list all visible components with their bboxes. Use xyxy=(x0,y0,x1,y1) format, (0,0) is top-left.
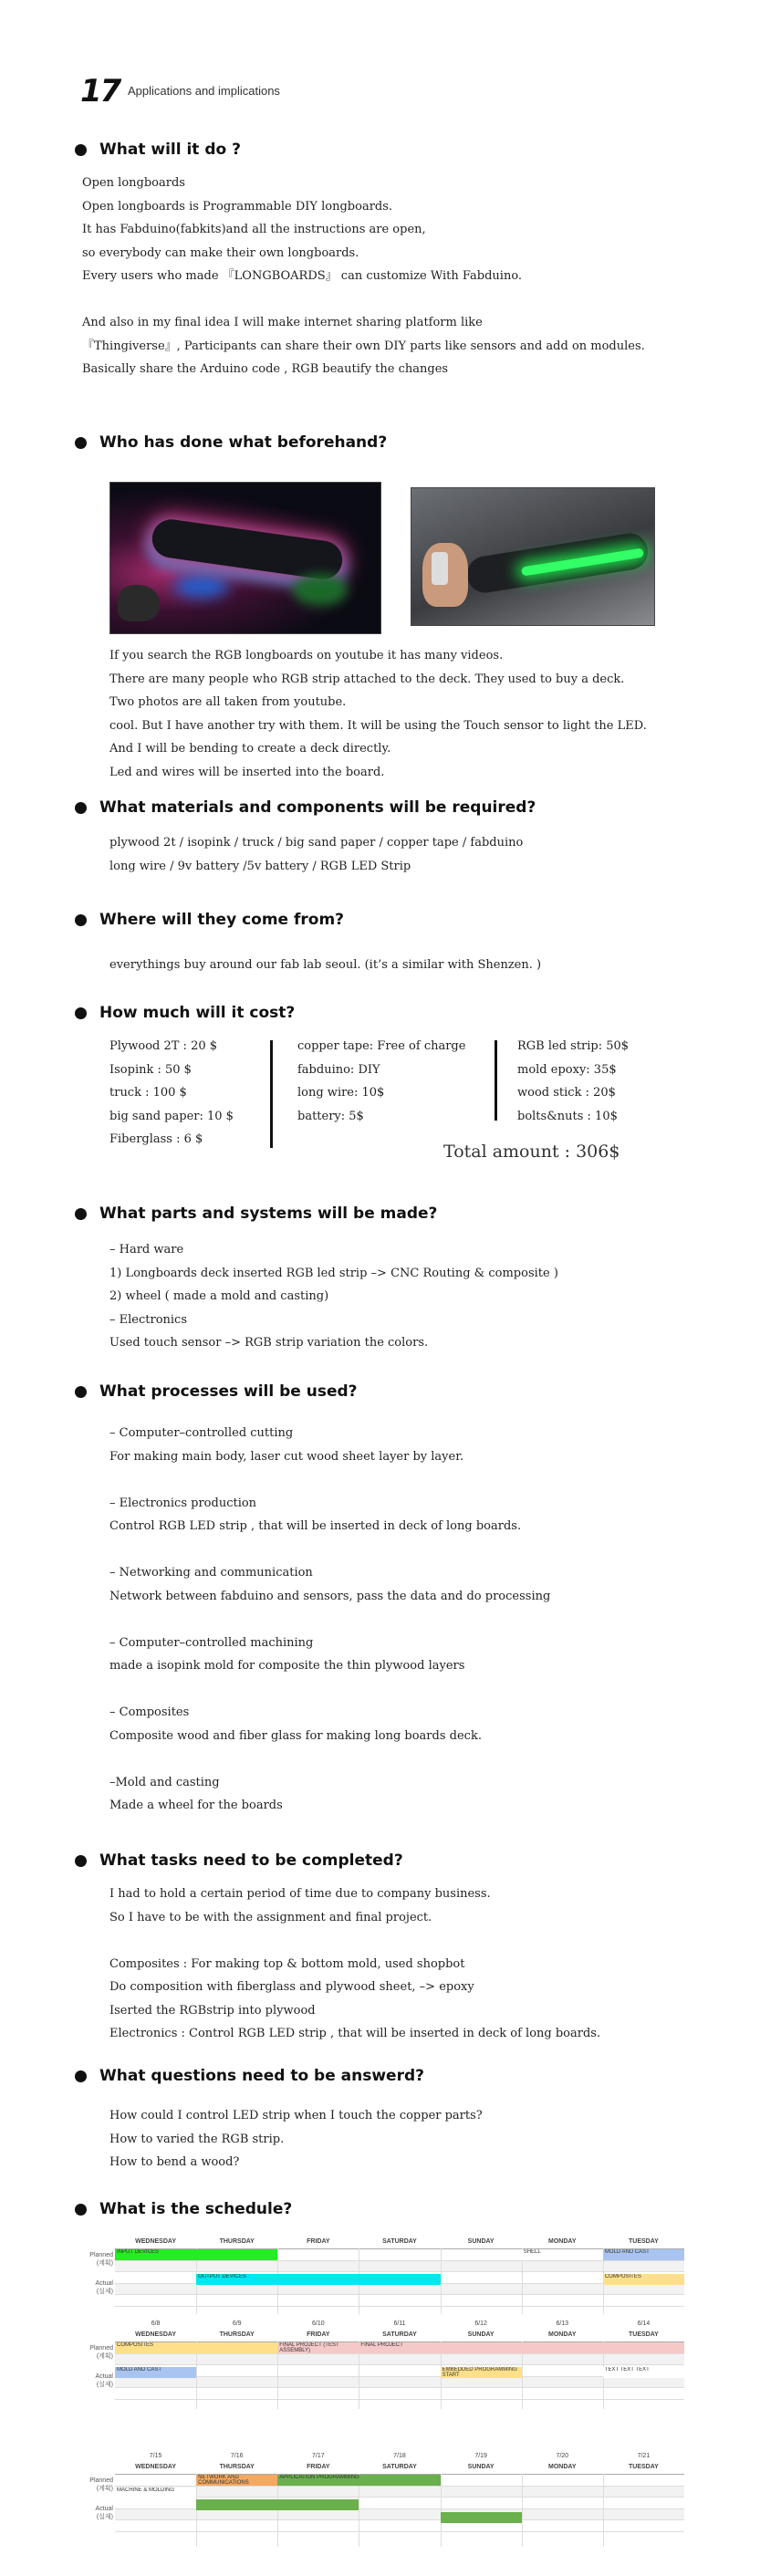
text-line: Iserted the RGBstrip into plywood xyxy=(109,2003,316,2018)
bullet-icon xyxy=(75,2070,87,2082)
chapter-title: Applications and implications xyxy=(128,84,280,98)
text-line: Control RGB LED strip , that will be inserted in deck of long boards. xyxy=(109,1519,522,1533)
bullet-icon xyxy=(75,144,87,156)
text-line: – Networking and communication xyxy=(109,1566,313,1580)
text-line: How to bend a wood? xyxy=(109,2155,240,2169)
schedule-date xyxy=(196,2227,277,2236)
text-line: long wire / 9v battery /5v battery / RGB LED Strip xyxy=(109,859,411,873)
total-amount: Total amount : 306$ xyxy=(443,1142,620,1162)
text-line xyxy=(109,1538,550,1562)
section-heading-cost: How much will it cost? xyxy=(75,1002,295,1024)
text-line: If you search the RGB longboards on youtube it has many videos. xyxy=(109,649,504,662)
schedule-day-header: MONDAY xyxy=(548,2464,577,2470)
chapter-number: 17 xyxy=(80,73,120,110)
text-line: RGB led strip: 50$ xyxy=(517,1039,630,1053)
schedule-day-header: SATURDAY xyxy=(382,2238,417,2245)
schedule-date xyxy=(115,2227,196,2236)
text-line: – Hard ware xyxy=(109,1243,184,1257)
bullet-icon xyxy=(75,1386,87,1398)
text-line: bolts&nuts : 10$ xyxy=(517,1109,618,1123)
schedule-row-label: Actual xyxy=(95,2373,113,2380)
text-line: Plywood 2T : 20 $ xyxy=(109,1039,218,1053)
schedule-task: EMBEDDED PROGRAMMING START xyxy=(441,2367,522,2378)
text-line xyxy=(109,1747,550,1771)
text-line: battery: 5$ xyxy=(297,1109,364,1123)
schedule-task: APPLICATION PROGRAMMING xyxy=(277,2475,440,2486)
text-line: – Electronics production xyxy=(109,1496,257,1510)
schedule-task: OUTPUT DEVICES xyxy=(196,2274,440,2285)
schedule-day-header: MONDAY xyxy=(548,2238,577,2245)
schedule-row xyxy=(115,2520,684,2532)
schedule-row xyxy=(115,2365,684,2377)
text-line xyxy=(109,1929,600,1953)
section-body-processes xyxy=(109,1422,550,1818)
schedule-day-header: WEDNESDAY xyxy=(135,2464,176,2470)
schedule-row-label: (실제) xyxy=(96,2382,113,2388)
text-line xyxy=(82,288,645,312)
schedule-row-label: Actual xyxy=(95,2280,113,2287)
cost-divider-2 xyxy=(495,1040,497,1121)
text-line: How to varied the RGB strip. xyxy=(109,2132,285,2146)
schedule-day-header: TUESDAY xyxy=(629,2464,659,2470)
schedule-day-header: TUESDAY xyxy=(629,2331,659,2338)
cost-column-3 xyxy=(517,1035,629,1128)
text-line: And also in my final idea I will make internet sharing platform like xyxy=(82,316,483,329)
schedule-week-3 xyxy=(71,2452,684,2547)
text-line: Electronics : Control RGB LED strip , that will be inserted in deck of long boards. xyxy=(109,2027,601,2040)
schedule-row-label: Planned xyxy=(89,2477,113,2484)
schedule-day-header: SUNDAY xyxy=(467,2464,495,2470)
schedule-task: MOLD AND CAST xyxy=(603,2249,684,2260)
schedule-day-header: WEDNESDAY xyxy=(135,2238,176,2245)
schedule-task: MACHINE & MOLDING xyxy=(115,2487,196,2498)
schedule-task: NETWORK AND COMMUNICATIONS xyxy=(196,2475,277,2486)
schedule-day-header: THURSDAY xyxy=(219,2238,255,2245)
section-heading-what-will-it-do: What will it do ? xyxy=(75,139,241,161)
text-line: made a isopink mold for composite the thin plywood layers xyxy=(109,1659,465,1673)
schedule-date: 7/15 xyxy=(149,2453,162,2459)
text-line: Two photos are all taken from youtube. xyxy=(109,695,347,709)
schedule-date xyxy=(441,2227,522,2236)
schedule-day-header: TUESDAY xyxy=(629,2238,659,2245)
rgb-longboard-photo-1 xyxy=(109,482,381,634)
text-line: mold epoxy: 35$ xyxy=(517,1062,617,1077)
schedule-day-header: SUNDAY xyxy=(467,2238,495,2245)
schedule-day-header: FRIDAY xyxy=(307,2464,330,2470)
text-line: I had to hold a certain period of time due to company business. xyxy=(109,1887,491,1901)
text-line: 『Thingiverse』, Participants can share their own DIY parts like sensors and add on modules. xyxy=(82,339,645,353)
text-line: Every users who made 『LONGBOARDS』 can customize With Fabduino. xyxy=(82,269,523,283)
schedule-date: 6/14 xyxy=(637,2320,651,2327)
schedule-date xyxy=(359,2227,440,2236)
text-line: – Computer–controlled cutting xyxy=(109,1426,294,1440)
schedule-day-header: SATURDAY xyxy=(382,2464,417,2470)
schedule-date: 7/19 xyxy=(474,2453,487,2459)
section-heading-parts: What parts and systems will be made? xyxy=(75,1203,437,1225)
text-line: fabduino: DIY xyxy=(297,1062,380,1077)
section-heading-questions: What questions need to be answerd? xyxy=(75,2065,424,2087)
schedule-task: SHELL xyxy=(522,2249,603,2260)
text-line: Composites : For making top & bottom mold, used shopbot xyxy=(109,1956,465,1971)
section-heading-tasks: What tasks need to be completed? xyxy=(75,1850,403,1872)
section-heading-where-from: Where will they come from? xyxy=(75,909,344,931)
bullet-icon xyxy=(75,802,87,814)
text-line: Basically share the Arduino code , RGB beautify the changes xyxy=(82,362,449,376)
schedule-row xyxy=(115,2487,684,2498)
section-body-questions xyxy=(109,2104,483,2174)
schedule-day-header: THURSDAY xyxy=(219,2464,255,2470)
text-line: How could I control LED strip when I touch the copper parts? xyxy=(109,2109,483,2122)
schedule-date xyxy=(603,2227,684,2236)
text-line: – Computer–controlled machining xyxy=(109,1635,314,1650)
bullet-icon xyxy=(75,914,87,926)
section-body-tasks xyxy=(109,1882,600,2046)
schedule-day-header: WEDNESDAY xyxy=(135,2331,176,2338)
schedule-date: 7/20 xyxy=(556,2453,569,2459)
text-line: And I will be bending to create a deck directly. xyxy=(109,742,391,756)
rgb-longboard-photo-2 xyxy=(411,487,655,626)
text-line: Fiberglass : 6 $ xyxy=(109,1132,203,1146)
text-line: Do composition with fiberglass and plywood sheet, –> epoxy xyxy=(109,1980,474,1994)
schedule-day-header: FRIDAY xyxy=(307,2331,330,2338)
text-line: Made a wheel for the boards xyxy=(109,1799,283,1812)
schedule-date: 6/9 xyxy=(232,2320,242,2327)
schedule-row xyxy=(115,2377,684,2389)
schedule-row-label: (계획) xyxy=(96,2486,113,2492)
text-line: There are many people who RGB strip attached to the deck. They used to buy a deck. xyxy=(109,672,625,686)
schedule-day-header: SUNDAY xyxy=(467,2331,495,2338)
schedule-day-header: SATURDAY xyxy=(382,2331,417,2338)
section-heading-materials: What materials and components will be required? xyxy=(75,797,536,819)
schedule-row xyxy=(115,2295,684,2307)
section-heading-processes: What processes will be used? xyxy=(75,1381,358,1403)
schedule-date: 7/16 xyxy=(230,2453,244,2459)
schedule-date: 6/11 xyxy=(393,2320,406,2327)
text-line: For making main body, laser cut wood sheet layer by layer. xyxy=(109,1449,464,1464)
text-line: 2) wheel ( made a mold and casting) xyxy=(109,1289,329,1303)
schedule-task: FINAL PROJECT (TEST ASSEMBLY) xyxy=(277,2342,359,2353)
schedule-row-label: (실제) xyxy=(96,2514,113,2520)
text-line: copper tape: Free of charge xyxy=(297,1039,466,1053)
bullet-icon xyxy=(75,437,87,449)
text-line xyxy=(109,1608,550,1632)
schedule-row xyxy=(115,2354,684,2366)
section-body-who-has-done xyxy=(109,644,647,784)
text-line: Led and wires will be inserted into the board. xyxy=(109,765,385,779)
schedule-row-label: (계획) xyxy=(96,2260,113,2267)
schedule-week-1 xyxy=(71,2227,684,2314)
bullet-icon xyxy=(75,1007,87,1019)
schedule-row xyxy=(115,2284,684,2296)
bullet-icon xyxy=(75,2204,87,2216)
schedule-row-label: (실제) xyxy=(96,2289,113,2295)
text-line: 1) Longboards deck inserted RGB led strip –> CNC Routing & composite ) xyxy=(109,1266,558,1280)
cost-divider-1 xyxy=(270,1040,273,1148)
schedule-task: TEXT TEXT TEXT xyxy=(603,2367,684,2378)
text-line: so everybody can make their own longboards. xyxy=(82,245,359,260)
section-body-where-from xyxy=(109,954,541,977)
text-line: So I have to be with the assignment and final project. xyxy=(109,1910,432,1924)
text-line: big sand paper: 10 $ xyxy=(109,1109,234,1123)
text-line: Network between fabduino and sensors, pass the data and do processing xyxy=(109,1589,551,1603)
text-line xyxy=(109,1468,550,1492)
text-line: truck : 100 $ xyxy=(109,1086,187,1100)
bullet-icon xyxy=(75,1208,87,1220)
schedule-day-header: MONDAY xyxy=(548,2331,577,2338)
text-line: plywood 2t / isopink / truck / big sand paper / copper tape / fabduino xyxy=(109,836,524,850)
schedule-date: 6/12 xyxy=(474,2320,487,2327)
text-line: Isopink : 50 $ xyxy=(109,1062,192,1077)
bullet-icon xyxy=(75,1855,87,1867)
text-line: – Electronics xyxy=(109,1312,188,1327)
section-heading-who-has-done: Who has done what beforehand? xyxy=(75,432,387,454)
schedule-date: 6/8 xyxy=(151,2320,161,2327)
schedule-row-label: Actual xyxy=(95,2506,113,2512)
schedule-date: 6/10 xyxy=(312,2320,325,2327)
section-body-parts xyxy=(109,1238,558,1355)
text-line: –Mold and casting xyxy=(109,1775,220,1789)
schedule-row xyxy=(115,2261,684,2273)
schedule-task: FINAL PROJECT xyxy=(359,2342,684,2353)
schedule-date: 6/13 xyxy=(556,2320,569,2327)
text-line: everythings buy around our fab lab seoul. (it’s a similar with Shenzen. ) xyxy=(109,958,542,972)
schedule-date xyxy=(522,2227,603,2236)
text-line: long wire: 10$ xyxy=(297,1086,385,1100)
text-line: Open longboards xyxy=(82,176,185,190)
schedule-date: 7/17 xyxy=(312,2453,325,2459)
schedule-week-2 xyxy=(71,2320,684,2409)
schedule-date: 7/18 xyxy=(393,2453,406,2459)
schedule-row-label: Planned xyxy=(89,2345,113,2352)
section-body-what-will-it-do xyxy=(82,172,645,381)
text-line: – Composites xyxy=(109,1705,190,1719)
section-heading-schedule: What is the schedule? xyxy=(75,2198,292,2220)
text-line: wood stick : 20$ xyxy=(517,1086,616,1100)
text-line: Composite wood and fiber glass for making long boards deck. xyxy=(109,1728,482,1743)
text-line: Open longboards is Programmable DIY longboards. xyxy=(82,199,393,214)
schedule-row-label: (계획) xyxy=(96,2353,113,2360)
cost-column-2 xyxy=(297,1035,465,1128)
schedule-row xyxy=(115,2509,684,2521)
schedule-row-label: Planned xyxy=(89,2252,113,2258)
schedule-task-bar xyxy=(196,2499,359,2510)
section-body-materials xyxy=(109,831,523,878)
schedule-day-header: THURSDAY xyxy=(219,2331,255,2338)
text-line xyxy=(109,1678,550,1702)
cost-column-1 xyxy=(109,1035,234,1152)
schedule-date: 7/21 xyxy=(637,2453,651,2459)
schedule-day-header: FRIDAY xyxy=(307,2238,330,2245)
text-line: Used touch sensor –> RGB strip variation the colors. xyxy=(109,1336,429,1350)
schedule-task: INPUT DEVICES xyxy=(115,2249,277,2260)
schedule-task: COMPOSITES xyxy=(115,2342,277,2353)
schedule-task: MOLD AND CAST xyxy=(115,2367,196,2378)
schedule-date xyxy=(277,2227,359,2236)
schedule-task-bar xyxy=(441,2512,522,2523)
schedule-row xyxy=(115,2388,684,2400)
schedule-task: COMPOSITES xyxy=(603,2274,684,2285)
text-line: cool. But I have another try with them. It will be using the Touch sensor to light the LED. xyxy=(109,718,647,733)
text-line: It has Fabduino(fabkits)and all the instructions are open, xyxy=(82,223,426,236)
